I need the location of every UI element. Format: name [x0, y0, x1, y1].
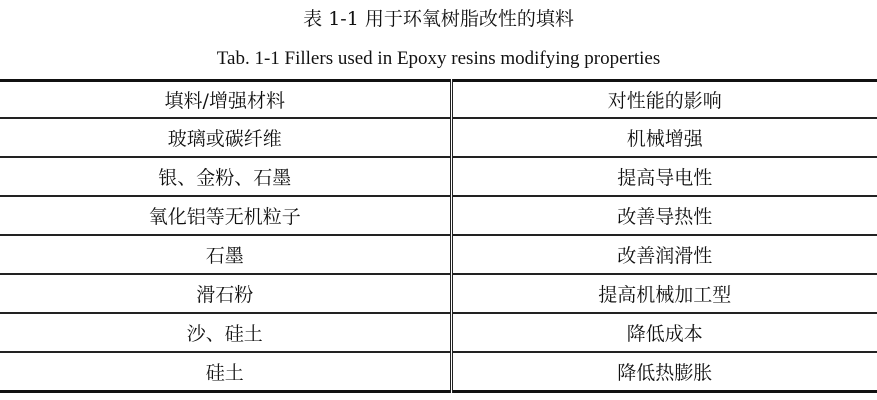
cell-effect: 改善导热性 [451, 196, 877, 235]
table-row [0, 118, 877, 157]
cell-filler: 玻璃或碳纤维 [0, 118, 451, 157]
cell-filler: 石墨 [0, 235, 451, 274]
table-row [0, 157, 877, 196]
cell-filler: 沙、硅土 [0, 313, 451, 352]
cell-effect: 机械增强 [451, 118, 877, 157]
cell-effect: 改善润滑性 [451, 235, 877, 274]
cell-effect: 降低热膨胀 [451, 352, 877, 392]
cell-filler: 滑石粉 [0, 274, 451, 313]
cell-effect: 提高机械加工型 [451, 274, 877, 313]
table-row [0, 352, 877, 392]
table-row [0, 313, 877, 352]
table-row [0, 235, 877, 274]
table-caption-english: Tab. 1-1 Fillers used in Epoxy resins modifying properties [216, 48, 661, 69]
fillers-table-container [0, 79, 877, 393]
cell-effect: 提高导电性 [451, 157, 877, 196]
table-header-row [0, 81, 877, 119]
header-filler-material: 填料/增强材料 [0, 81, 451, 119]
table-caption-chinese: 表 1-1 用于环氧树脂改性的填料 [303, 8, 574, 30]
cell-filler: 氧化铝等无机粒子 [0, 196, 451, 235]
fillers-table [0, 79, 877, 393]
header-effect-on-properties: 对性能的影响 [451, 81, 877, 119]
cell-filler: 银、金粉、石墨 [0, 157, 451, 196]
table-row [0, 274, 877, 313]
cell-effect: 降低成本 [451, 313, 877, 352]
cell-filler: 硅土 [0, 352, 451, 392]
table-row [0, 196, 877, 235]
